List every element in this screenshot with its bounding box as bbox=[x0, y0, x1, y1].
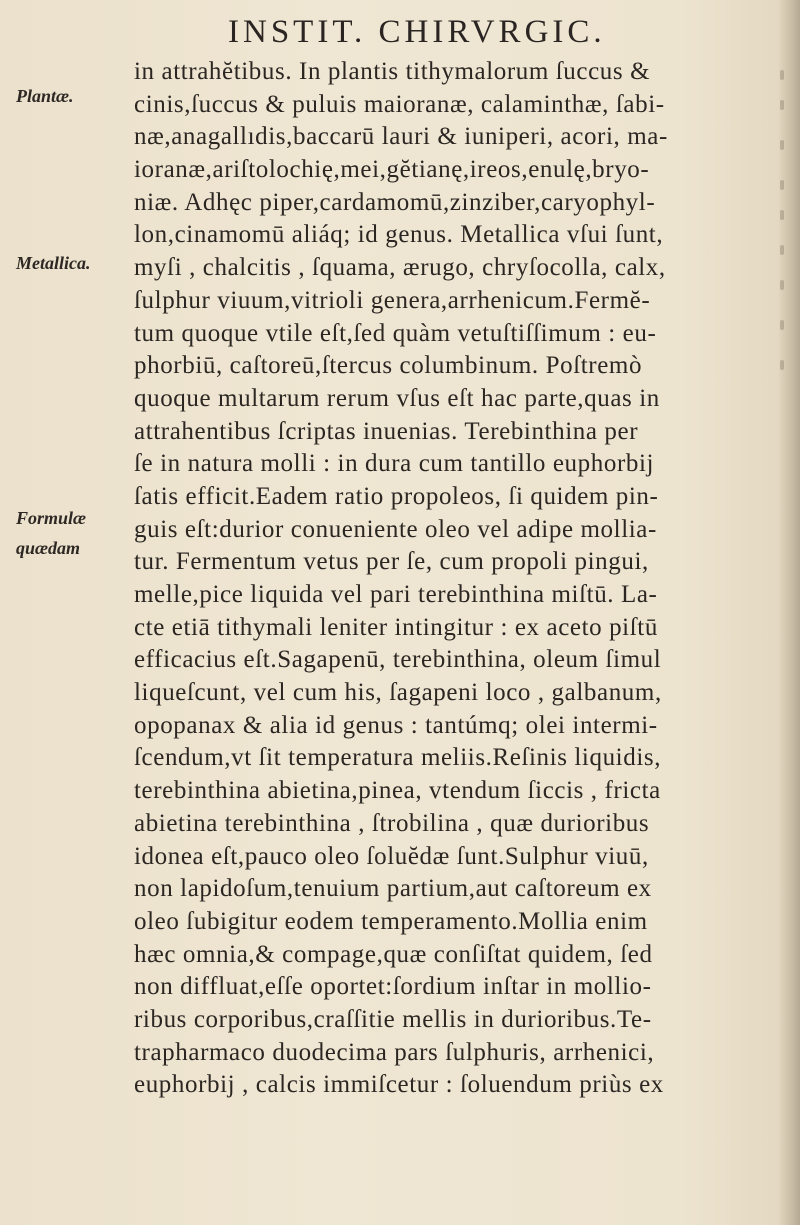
marginal-note-formulae: Formulæ bbox=[16, 508, 87, 528]
text-line: attrahentibus ſcriptas inuenias. Terebinthina per bbox=[134, 417, 639, 445]
text-line: trapharmaco duodecima pars ſulphuris, arrhenici, bbox=[134, 1038, 655, 1066]
text-line: phorbiū, caſtoreū,ſtercus columbinum. Poſtremò bbox=[134, 352, 643, 380]
text-line: cte etiā tithymali leniter intingitur : ex aceto piſtū bbox=[134, 613, 658, 641]
text-line: ſatis efficit.Eadem ratio propoleos, ſi quidem pin- bbox=[134, 482, 659, 510]
marginal-note-plantae: Plantæ. bbox=[16, 86, 74, 106]
text-line: tur. Fermentum vetus per ſe, cum propoli pingui, bbox=[134, 548, 649, 576]
text-line: non lapidoſum,tenuium partium,aut caſtoreum ex bbox=[134, 875, 652, 903]
text-line: myſi , chalcitis , ſquama, ærugo, chryſocolla, calx, bbox=[134, 254, 666, 282]
text-line: efficacius eſt.Sagapenū, terebinthina, oleum ſimul bbox=[134, 646, 662, 674]
text-line: opopanax & alia id genus : tantúmq; olei intermi- bbox=[134, 711, 658, 739]
text-line: ſulphur viuum,vitrioli genera,arrhenicum.Fermĕ- bbox=[134, 286, 651, 314]
text-line: niæ. Adhęc piper,cardamomū,zinziber,caryophyl- bbox=[134, 188, 656, 216]
text-line: idonea eſt,pauco oleo ſoluĕdæ ſunt.Sulphur viuū, bbox=[134, 842, 649, 870]
text-line: ſcendum,vt ſit temperatura meliis.Reſinis liquidis, bbox=[134, 744, 662, 772]
body-text bbox=[134, 56, 774, 1102]
text-line: guis eſt:durior conueniente oleo vel adipe mollia- bbox=[134, 515, 657, 543]
text-line: melle,pice liquida vel pari terebinthina miſtū. La- bbox=[134, 581, 658, 608]
text-line: ſe in natura molli : in dura cum tantillo euphorbij bbox=[134, 450, 655, 478]
text-line: oleo ſubigitur eodem temperamento.Mollia enim bbox=[134, 907, 648, 935]
text-line: lon,cinamomū aliáq; id genus. Metallica vſui ſunt, bbox=[134, 221, 664, 249]
running-head: INSTIT. CHIRVRGIC. bbox=[228, 14, 606, 50]
text-line: cinis,ſuccus & puluis maioranæ, calaminthæ, ſabi- bbox=[134, 90, 665, 118]
text-line: ribus corporibus,craſſitie mellis in durioribus.Te- bbox=[134, 1005, 652, 1033]
text-line: non diffluat,eſſe oportet:ſordium inſtar in mollio- bbox=[134, 973, 652, 1001]
text-line: in attrahĕtibus. In plantis tithymalorum ſuccus & bbox=[134, 58, 651, 85]
marginal-note-quaedam: quædam bbox=[16, 538, 81, 558]
text-line: euphorbij , calcis immiſcetur : ſoluendum priùs ex bbox=[134, 1071, 664, 1099]
text-line: liqueſcunt, vel cum his, ſagapeni loco , galbanum, bbox=[134, 679, 662, 707]
text-line: ioranæ,ariſtolochię,mei,gĕtianę,ireos,enulę,bryo- bbox=[134, 156, 650, 184]
bleed-through-marks bbox=[780, 60, 792, 960]
text-line: abietina terebinthina , ſtrobilina , quæ durioribus bbox=[134, 809, 650, 837]
text-line: terebinthina abietina,pinea, vtendum ſiccis , fricta bbox=[134, 777, 661, 805]
text-line: hæc omnia,& compage,quæ conſiſtat quidem, ſed bbox=[134, 940, 653, 968]
text-line: næ,anagallıdis,baccarū lauri & iuniperi, acori, ma- bbox=[134, 123, 668, 151]
text-line: quoque multarum rerum vſus eſt hac parte,quas in bbox=[134, 384, 660, 412]
text-line: tum quoque vtile eſt,ſed quàm vetuſtiſſimum : eu- bbox=[134, 319, 657, 347]
marginal-note-metallica: Metallica. bbox=[16, 253, 91, 273]
